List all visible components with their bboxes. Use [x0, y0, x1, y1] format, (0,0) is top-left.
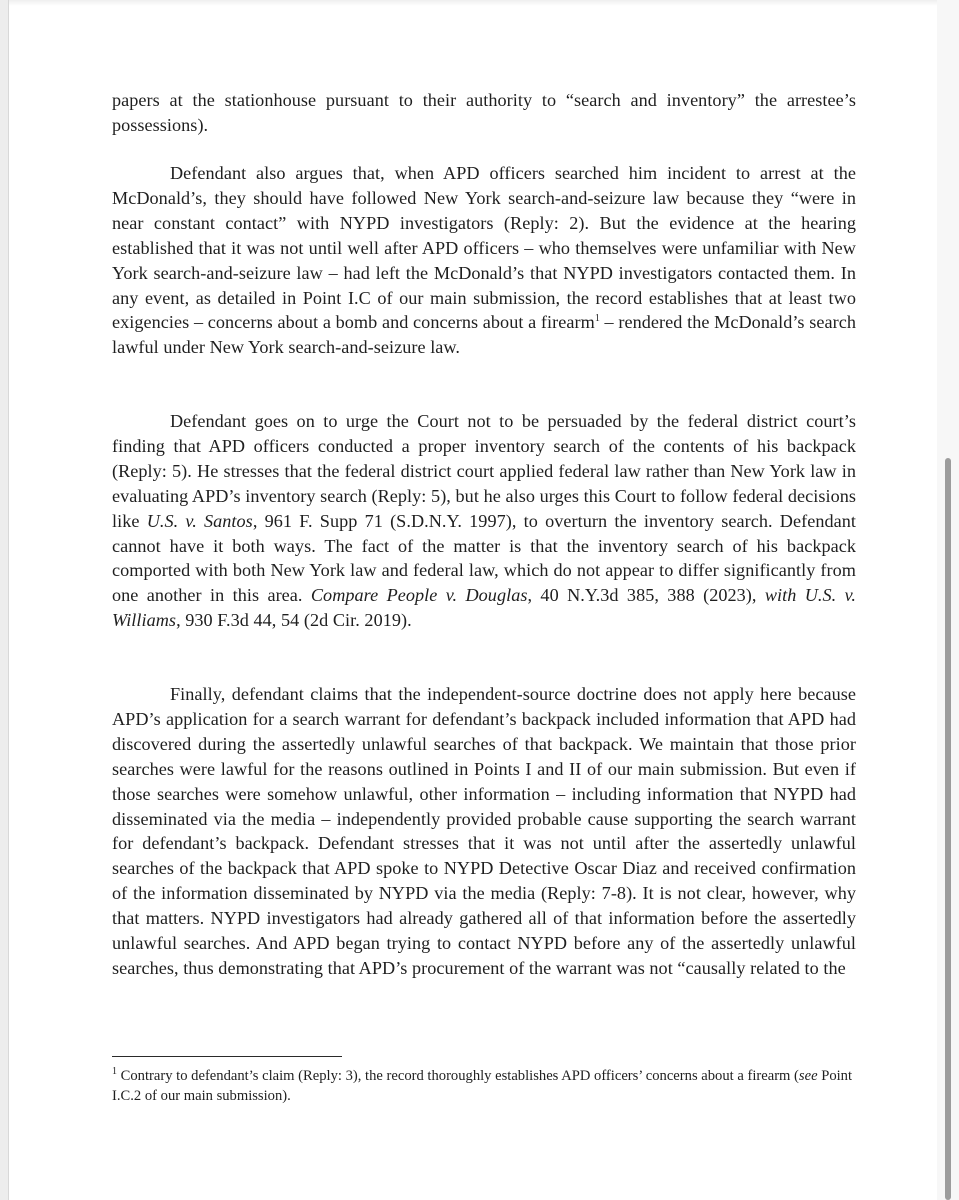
text-run: Defendant also argues that, when APD officers searched him incident to arrest at the McDonald’s, they should have followed New York search-and-seizure law because they “were in near constant contact” with NYPD investigators (Reply: 2). But the evidence at the hearing established that it was not until well after APD officers – who themselves were unfamiliar with New York search-and-seizure law – had left the McDonald’s that NYPD investigators contacted them. In any event, as detailed in Point I.C of our main submission, the record establishes that at least two exigencies – concerns about a bomb and concerns about a firearm	[112, 163, 856, 333]
text-run: Defendant goes on to urge the Court not to be persuaded by the federal district court’s finding that APD officers conducted a proper inventory search of the contents of his backpack (Reply: 5). He stresses that the federal district court applied federal law rather than New York law in evaluating APD’s inventory search (Reply: 5), but he also urges this Court to follow federal decisions like	[112, 411, 856, 531]
footnote-reference: 1	[594, 313, 600, 325]
paragraph-text	[112, 161, 856, 360]
paragraph-continuation	[112, 88, 856, 138]
text-run: – rendered the McDonald’s search lawful under New York search-and-seizure law.	[112, 312, 856, 358]
footnote-divider	[112, 1056, 342, 1057]
text-run: , 40 N.Y.3d 385, 388 (2023),	[527, 585, 765, 606]
paragraph-exigencies	[112, 161, 856, 360]
paragraph-text: papers at the stationhouse pursuant to their authority to “search and inventory” the arrestee’s possessions).	[112, 90, 856, 135]
text-run: , 961 F. Supp 71 (S.D.N.Y. 1997), to overturn the inventory search. Defendant cannot have it both ways. The fact of the matter is that the inventory search of his backpack comported with both New York law and federal law, which do not appear to differ significantly from one another in this area.	[112, 510, 857, 606]
page-left-edge	[0, 0, 9, 1200]
case-citation: Compare People v. Douglas	[310, 585, 528, 606]
page-top-edge	[0, 0, 959, 6]
paragraph-independent-source	[112, 682, 856, 981]
scrollbar-thumb[interactable]	[945, 458, 951, 1200]
paragraph-inventory-search	[112, 409, 856, 633]
text-run: , 930 F.3d 44, 54 (2d Cir. 2019).	[176, 610, 412, 631]
paragraph-text: Finally, defendant claims that the independent-source doctrine does not apply here because APD’s application for a search warrant for defendant’s backpack included information that APD had discovered during the assertedly unlawful searches of that backpack. We maintain that those prior searches were lawful for the reasons outlined in Points I and II of our main submission. But even if those searches were somehow unlawful, other information – including information that NYPD had disseminated via the media – independently provided probable cause supporting the search warrant for defendant’s backpack. Defendant stresses that it was not until after the assertedly unlawful searches of the backpack that APD spoke to NYPD Detective Oscar Diaz and received confirmation of the information disseminated by NYPD via the media (Reply: 7-8). It is not clear, however, why that matters. NYPD investigators had already gathered all of that information before the assertedly unlawful searches. And APD began trying to contact NYPD before any of the assertedly unlawful searches, thus demonstrating that APD’s procurement of the warrant was not “causally related to the	[112, 684, 856, 978]
case-citation: with U.S. v. Williams	[112, 585, 856, 631]
signal-citation: see	[798, 1068, 818, 1084]
case-citation: U.S. v. Santos	[146, 510, 253, 531]
footnote-number: 1	[112, 1066, 117, 1078]
paragraph-text	[112, 409, 856, 633]
scrollbar-track[interactable]	[937, 0, 959, 1200]
footnote-text: Contrary to defendant’s claim (Reply: 3), the record thoroughly establishes APD officers’ concerns about a firearm (	[117, 1068, 799, 1084]
footnote-text: Point I.C.2 of our main submission).	[112, 1068, 853, 1104]
footnote	[112, 1066, 856, 1106]
